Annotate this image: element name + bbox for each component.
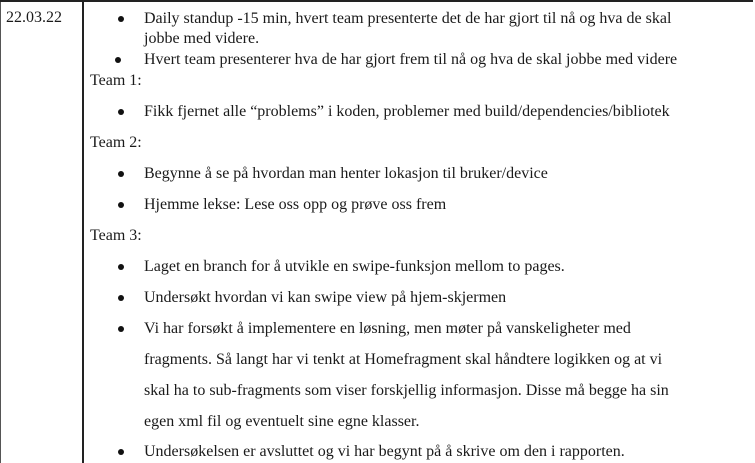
bullet-icon (118, 16, 124, 22)
team-item-line: Vi har forsøkt å implementere en løsning, men møter på vanskeligheter med (144, 320, 631, 337)
team-item-line: egen xml fil og eventuelt sine egne klasser. (144, 413, 420, 430)
table-left-border (0, 2, 1, 463)
team-item-line: fragments. Så langt har vi tenkt at Homefragment skal håndtere logikken og at vi (144, 351, 663, 368)
team-item-line: Undersøkt hvordan vi kan swipe view på hjem-skjermen (144, 289, 507, 306)
bullet-icon (118, 326, 124, 332)
bullet-icon (118, 264, 124, 270)
team-item-line: Begynne å se på hvordan man henter lokasjon til bruker/device (144, 165, 548, 182)
date-cell: 22.03.22 (6, 9, 62, 26)
team-heading: Team 3: (90, 227, 142, 244)
team-item-line: Laget en branch for å utvikle en swipe-funksjon mellom to pages. (144, 258, 565, 275)
intro-item-line: Daily standup -15 min, hvert team presenterte det de har gjort til nå og hva de skal (144, 10, 672, 27)
team-item-line: Hjemme lekse: Lese oss opp og prøve oss frem (144, 196, 447, 213)
bullet-icon (118, 109, 124, 115)
bullet-icon (115, 57, 121, 63)
bullet-icon (118, 449, 124, 455)
bullet-icon (118, 295, 124, 301)
intro-item-line: jobbe med videre. (144, 30, 260, 47)
team-item-line: skal ha to sub-fragments som viser forskjellig informasjon. Disse må begge ha sin (144, 382, 669, 399)
team-item-line: Undersøkelsen er avsluttet og vi har begynt på å skrive om den i rapporten. (144, 443, 625, 460)
team-heading: Team 2: (90, 134, 142, 151)
bullet-icon (118, 202, 124, 208)
bullet-icon (118, 171, 124, 177)
column-divider (82, 2, 84, 463)
team-item-line: Fikk fjernet alle “problems” i koden, problemer med build/dependencies/bibliotek (144, 103, 670, 120)
intro-item-line: Hvert team presenterer hva de har gjort frem til nå og hva de skal jobbe med videre (144, 51, 678, 68)
team-heading: Team 1: (90, 72, 142, 89)
